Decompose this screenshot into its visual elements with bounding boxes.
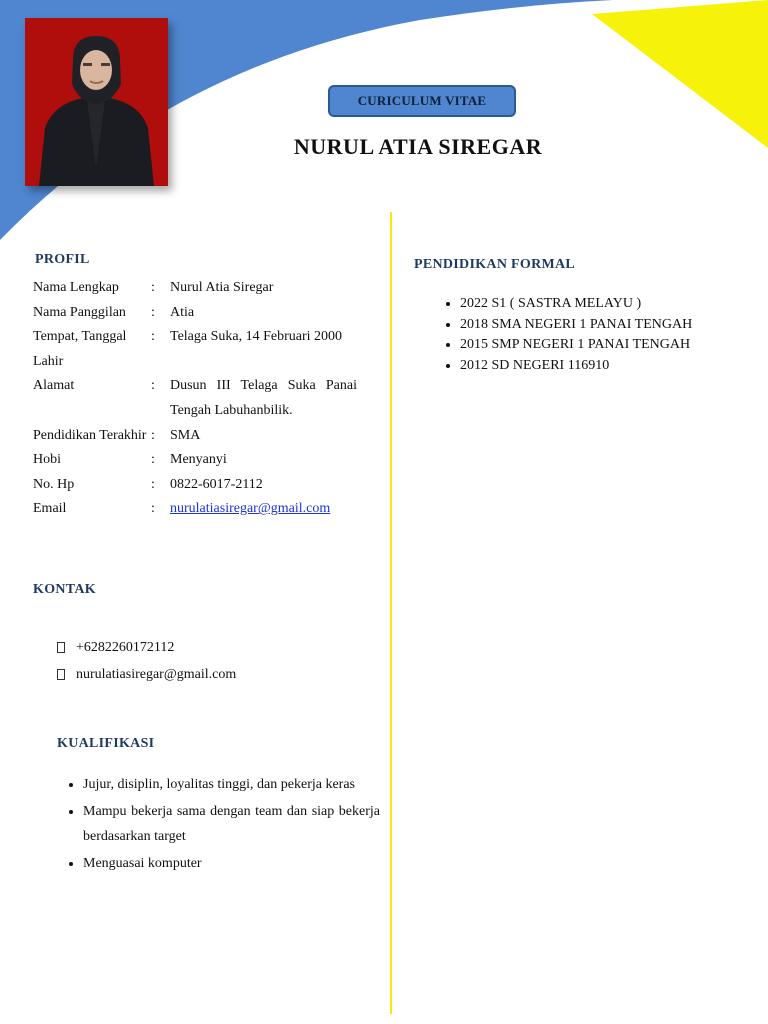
profile-row (33, 497, 357, 522)
person-name: NURUL ATIA SIREGAR (293, 134, 543, 159)
profile-label: Nama Lengkap (33, 280, 119, 295)
list-item: • Mampu bekerja sama dengan team dan siap bekerja berdasarkan target (83, 799, 380, 849)
profile-section-title: PROFIL (35, 252, 90, 267)
email-link[interactable]: nurulatiasiregar@gmail.com (170, 501, 331, 517)
mail-icon (57, 669, 65, 680)
profile-value: Menyanyi (170, 452, 227, 468)
profile-row (33, 424, 357, 449)
list-item: • 2022 S1 ( SASTRA MELAYU ) (460, 294, 768, 315)
phone-icon (57, 642, 65, 653)
profile-value: SMA (170, 427, 201, 443)
profile-label: Hobi (33, 452, 61, 468)
contact-phone-row (57, 638, 174, 658)
contact-email: nurulatiasiregar@gmail.com (76, 667, 237, 682)
profile-row (33, 448, 357, 473)
profile-separator: : (151, 427, 155, 443)
list-item: • 2012 SD NEGERI 116910 (460, 356, 768, 377)
profile-label: No. Hp (33, 476, 75, 492)
profile-row (33, 374, 357, 423)
contact-section-title: KONTAK (33, 582, 96, 597)
profile-row (33, 325, 357, 374)
profile-photo (25, 18, 168, 186)
profile-label: Pendidikan Terakhir (33, 427, 147, 443)
profile-row (33, 473, 357, 498)
profile-row (33, 276, 357, 301)
profile-value: Dusun III Telaga Suka Panai Tengah Labuhanbilik. (170, 378, 357, 418)
contact-phone: +6282260172112 (76, 640, 175, 655)
qualification-section-title: KUALIFIKASI (57, 736, 155, 751)
qualification-list (56, 772, 380, 878)
profile-label: Tempat, Tanggal Lahir (33, 329, 127, 369)
profile-value: Nurul Atia Siregar (170, 280, 274, 295)
profile-separator: : (151, 280, 155, 295)
profile-value: 0822-6017-2112 (170, 476, 263, 492)
profile-value: Atia (170, 304, 195, 320)
yellow-triangle (592, 0, 768, 148)
column-divider (390, 212, 392, 1014)
cv-title-badge: CURICULUM VITAE (328, 85, 516, 117)
profile-label: Email (33, 501, 67, 517)
profile-label: Alamat (33, 378, 75, 394)
profile-separator: : (151, 378, 155, 394)
list-item: • Menguasai komputer (83, 851, 380, 876)
profile-row (33, 301, 357, 326)
profile-table (33, 276, 357, 522)
profile-separator: : (151, 501, 155, 517)
education-list (433, 294, 768, 376)
profile-value: Telaga Suka, 14 Februari 2000 (170, 329, 343, 345)
contact-email-row (57, 665, 236, 685)
list-item: • 2015 SMP NEGERI 1 PANAI TENGAH (460, 335, 768, 356)
list-item: • 2018 SMA NEGERI 1 PANAI TENGAH (460, 315, 768, 336)
list-item: • Jujur, disiplin, loyalitas tinggi, dan pekerja keras (83, 772, 380, 797)
profile-separator: : (151, 304, 155, 320)
profile-label: Nama Panggilan (33, 304, 126, 320)
profile-separator: : (151, 452, 155, 468)
profile-separator: : (151, 329, 155, 345)
profile-separator: : (151, 476, 155, 492)
education-section-title: PENDIDIKAN FORMAL (414, 257, 576, 272)
